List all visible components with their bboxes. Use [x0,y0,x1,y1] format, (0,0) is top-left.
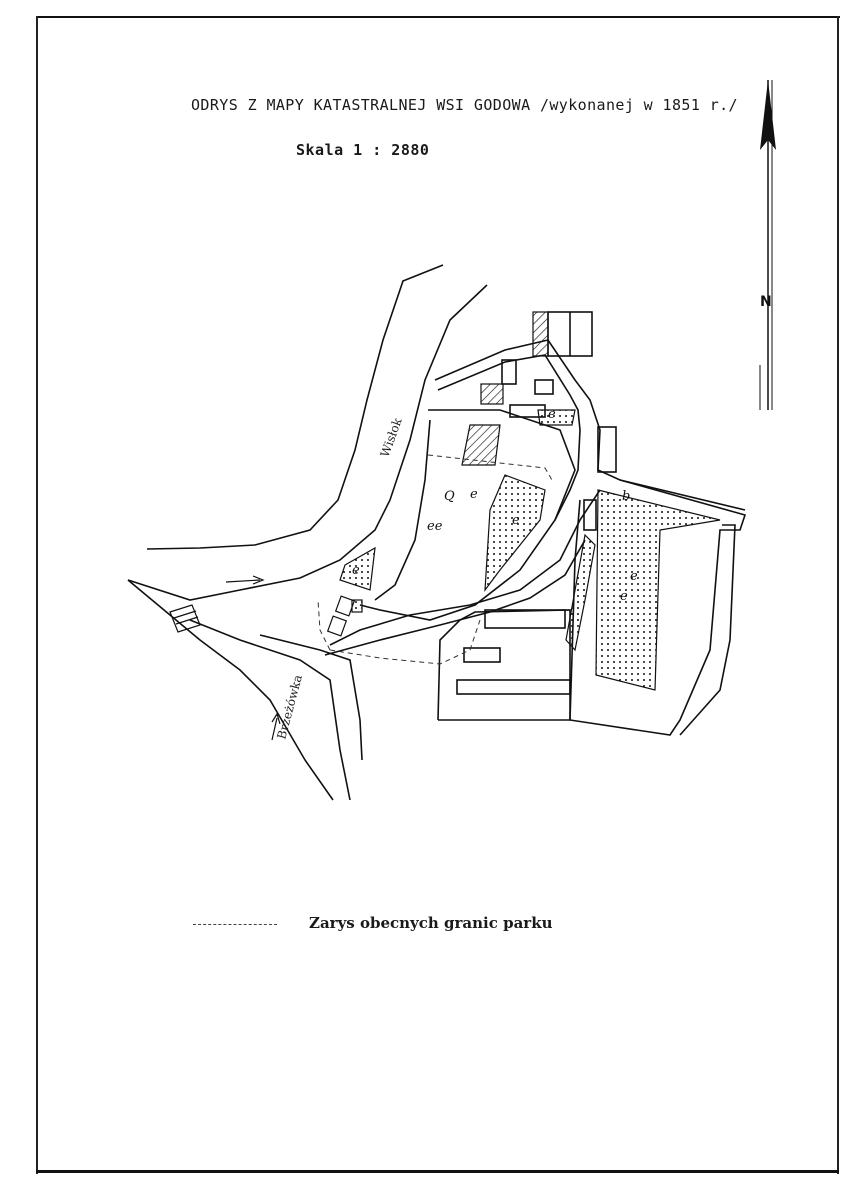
svg-text:Q: Q [444,489,455,504]
legend-dashed-line-icon [193,924,277,925]
north-arrow [760,80,776,410]
map-scale: Skala 1 : 2880 [296,141,430,159]
legend-label: Zarys obecnych granic parku [309,914,553,932]
map-title: ODRYS Z MAPY KATASTRALNEJ WSI GODOWA /wykonanej w 1851 r./ [191,96,738,114]
svg-text:e: e [630,569,638,584]
dotted-gardens [340,410,720,690]
svg-text:e: e [352,563,360,578]
river-label-brzezowka: Brzeżówka [274,673,306,741]
svg-text:b: b [622,489,631,504]
svg-text:e: e [470,487,478,502]
river-wislok [128,265,487,600]
svg-text:ee: ee [427,519,443,534]
north-label: N [760,294,772,310]
svg-text:e: e [620,589,628,604]
mill-structures [328,596,362,636]
river-label-wislok: Wisłok [377,416,405,460]
svg-text:e: e [548,407,556,422]
stream-brzezowka [128,580,362,800]
svg-text:e: e [512,513,520,528]
